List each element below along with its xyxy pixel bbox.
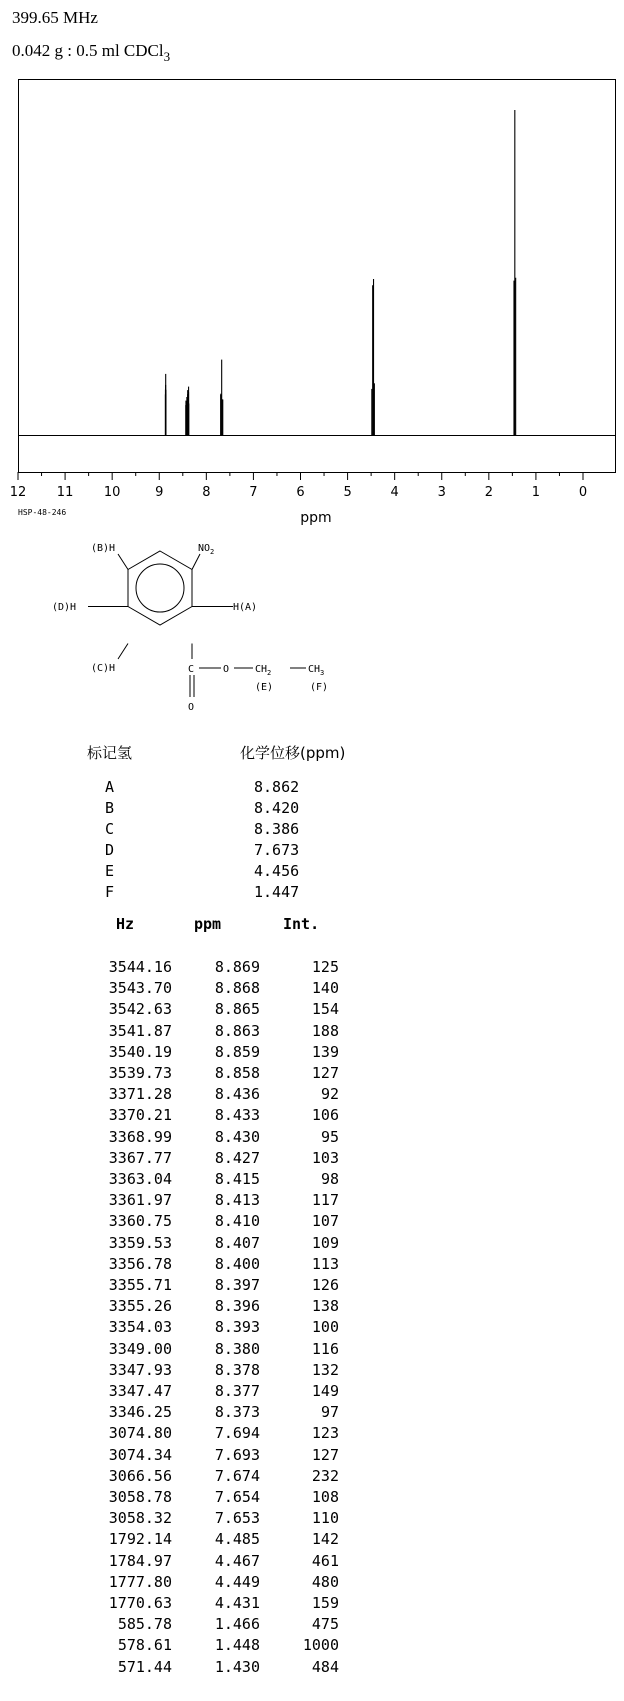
label-b: (B)H <box>91 543 116 554</box>
peak-ppm: 7.693 <box>214 1445 260 1464</box>
peak-intensity: 232 <box>311 1466 339 1485</box>
label-ch3: $CH_3$ <box>308 664 325 677</box>
peak-ppm: 8.869 <box>214 958 260 976</box>
peak-hz: 3346.25 <box>108 1403 172 1422</box>
peak-ppm: 8.430 <box>214 1127 260 1146</box>
peak-ppm: 8.410 <box>214 1212 260 1231</box>
plot-frame <box>19 80 616 473</box>
bond-c <box>118 644 128 660</box>
peak-intensity: 480 <box>311 1572 339 1591</box>
shift-label: A <box>105 778 115 796</box>
peak-ppm: 8.400 <box>214 1254 260 1273</box>
x-axis-label: ppm <box>300 510 332 526</box>
peak-intensity: 98 <box>320 1170 339 1188</box>
x-tick-label: 1 <box>531 485 541 500</box>
peak-intensity: 475 <box>311 1615 339 1634</box>
label-no2: $NO_2$ <box>198 543 215 556</box>
peak-intensity: 139 <box>311 1042 339 1061</box>
peak-hz: 3074.80 <box>108 1424 172 1443</box>
peak-table-header-int: Int. <box>283 915 320 933</box>
x-tick-label: 7 <box>249 485 258 500</box>
peak-ppm: 8.380 <box>214 1339 260 1358</box>
peak-ppm: 1.448 <box>214 1636 260 1655</box>
peak-ppm: 8.427 <box>214 1148 260 1167</box>
peak-intensity: 106 <box>311 1106 339 1125</box>
peak-hz: 3058.32 <box>108 1509 172 1528</box>
x-tick-label: 6 <box>296 485 305 500</box>
sample-concentration-text: 0.042 g : 0.5 ml CDCl <box>12 41 164 60</box>
peak-hz: 3543.70 <box>108 979 172 998</box>
peak-intensity: 149 <box>311 1382 339 1400</box>
peak-hz: 578.61 <box>117 1636 172 1655</box>
peak-ppm: 8.859 <box>214 1042 260 1061</box>
x-tick-label: 3 <box>437 485 446 500</box>
peak-hz: 3359.53 <box>108 1233 172 1252</box>
peak-intensity: 132 <box>311 1360 339 1379</box>
label-ch2: $CH_2$ <box>255 664 272 677</box>
peak-hz: 3355.71 <box>108 1276 172 1294</box>
peak-intensity: 97 <box>320 1403 339 1422</box>
peak-ppm: 7.694 <box>214 1424 260 1443</box>
label-e: (E) <box>255 682 274 693</box>
peak-ppm: 8.863 <box>214 1021 260 1040</box>
peak-intensity: 142 <box>311 1530 339 1549</box>
peak-table-header-ppm: ppm <box>194 915 222 933</box>
peak-ppm: 4.431 <box>214 1594 260 1612</box>
peak-intensity: 126 <box>311 1276 339 1294</box>
shift-table-header-shift: 化学位移(ppm) <box>240 744 346 762</box>
peak-hz: 585.78 <box>117 1615 172 1634</box>
peak-ppm: 4.449 <box>214 1572 260 1591</box>
peak-intensity: 461 <box>311 1551 339 1570</box>
shift-value: 4.456 <box>254 862 300 880</box>
peak-ppm: 8.396 <box>214 1297 260 1316</box>
peak-hz: 3541.87 <box>108 1021 172 1040</box>
peak-intensity: 108 <box>311 1488 339 1506</box>
peak-intensity: 154 <box>311 1000 339 1019</box>
spectrometer-frequency: 399.65 MHz <box>12 8 98 27</box>
peak-hz: 3539.73 <box>108 1064 172 1082</box>
x-tick-label: 0 <box>578 485 588 500</box>
peak-intensity: 188 <box>311 1021 339 1040</box>
peak-intensity: 138 <box>311 1297 339 1316</box>
peak-intensity: 116 <box>311 1339 339 1358</box>
shift-value: 1.447 <box>254 883 300 901</box>
peak-ppm: 7.653 <box>214 1509 260 1528</box>
x-tick-label: 9 <box>155 485 164 500</box>
peak-hz: 3074.34 <box>108 1445 172 1464</box>
x-axis-ticks <box>10 472 587 500</box>
peak-hz: 3360.75 <box>108 1212 172 1231</box>
shift-label: F <box>105 883 115 901</box>
peak-ppm: 8.378 <box>214 1360 260 1379</box>
peak-intensity: 100 <box>311 1318 339 1337</box>
peak-hz: 3367.77 <box>108 1148 172 1167</box>
x-tick-label: 10 <box>103 485 121 500</box>
shift-label: D <box>105 841 115 859</box>
peak-intensity: 484 <box>311 1657 339 1676</box>
peak-intensity: 117 <box>311 1191 339 1210</box>
label-d: (D)H <box>52 602 77 613</box>
peak-intensity: 1000 <box>302 1636 339 1655</box>
molecule-structure <box>0 525 360 725</box>
shift-value: 8.862 <box>254 778 300 796</box>
peak-ppm: 7.674 <box>214 1466 260 1485</box>
peak-intensity: 95 <box>320 1127 339 1146</box>
peak-hz: 3354.03 <box>108 1318 172 1337</box>
peak-hz: 3371.28 <box>108 1085 172 1104</box>
peak-ppm: 8.393 <box>214 1318 260 1337</box>
label-o-carbonyl: O <box>188 702 195 713</box>
x-tick-label: 4 <box>390 485 399 500</box>
peak-ppm: 7.654 <box>214 1488 260 1506</box>
peak-hz: 3363.04 <box>108 1170 172 1188</box>
label-f: (F) <box>310 682 329 693</box>
peak-hz: 3544.16 <box>108 958 172 976</box>
peak-intensity: 127 <box>311 1064 339 1082</box>
peak-ppm: 1.466 <box>214 1615 260 1634</box>
peak-hz: 3066.56 <box>108 1466 172 1485</box>
peak-hz: 3347.47 <box>108 1382 172 1400</box>
peak-ppm: 8.415 <box>214 1170 260 1188</box>
bond-b <box>118 554 128 570</box>
peak-ppm: 8.397 <box>214 1276 260 1294</box>
bond-no2 <box>192 554 200 570</box>
peak-table-header-hz: Hz <box>116 915 135 933</box>
shift-table-header-label: 标记氢 <box>87 744 133 762</box>
peak-hz: 1792.14 <box>108 1530 172 1549</box>
x-tick-label: 5 <box>343 485 352 500</box>
peak-hz: 3368.99 <box>108 1127 172 1146</box>
peak-intensity: 127 <box>311 1445 339 1464</box>
label-o-ester: O <box>223 664 230 675</box>
peak-intensity: 103 <box>311 1148 339 1167</box>
peak-ppm: 1.430 <box>214 1657 260 1676</box>
peak-intensity: 109 <box>311 1233 339 1252</box>
peak-ppm: 8.413 <box>214 1191 260 1210</box>
peak-hz: 571.44 <box>117 1657 172 1676</box>
peak-ppm: 8.433 <box>214 1106 260 1125</box>
aromatic-circle <box>136 564 184 612</box>
peak-intensity: 110 <box>311 1509 339 1528</box>
label-c-atom: C <box>188 664 195 675</box>
x-tick-label: 12 <box>9 485 27 500</box>
label-a: H(A) <box>233 602 258 613</box>
peak-hz: 3540.19 <box>108 1042 172 1061</box>
shift-label: B <box>105 799 115 817</box>
nmr-spectrum-chart <box>0 0 624 530</box>
shift-label: E <box>105 862 115 880</box>
spectrum-peaks <box>165 110 515 435</box>
peak-hz: 3370.21 <box>108 1106 172 1125</box>
peak-intensity: 92 <box>320 1085 339 1104</box>
label-c: (C)H <box>91 663 116 674</box>
peak-hz: 1784.97 <box>108 1551 172 1570</box>
peak-intensity: 159 <box>311 1594 339 1612</box>
shift-value: 7.673 <box>254 841 300 859</box>
peak-hz: 3361.97 <box>108 1191 172 1210</box>
peak-hz: 3349.00 <box>108 1339 172 1358</box>
peak-intensity: 107 <box>311 1212 339 1231</box>
peak-hz: 3542.63 <box>108 1000 172 1019</box>
peak-intensity: 123 <box>311 1424 339 1443</box>
peak-ppm: 4.485 <box>214 1530 260 1549</box>
x-tick-label: 2 <box>484 485 493 500</box>
peak-hz: 3058.78 <box>108 1488 172 1506</box>
peak-hz: 1777.80 <box>108 1572 172 1591</box>
peak-hz: 3347.93 <box>108 1360 172 1379</box>
peak-ppm: 8.868 <box>214 979 260 998</box>
x-tick-label: 8 <box>202 485 211 500</box>
peak-hz: 3355.26 <box>108 1297 172 1316</box>
peak-ppm: 8.865 <box>214 1000 260 1019</box>
peak-intensity: 125 <box>311 958 339 976</box>
peak-intensity: 140 <box>311 979 339 998</box>
peak-ppm: 8.436 <box>214 1085 260 1104</box>
peak-ppm: 8.407 <box>214 1233 260 1252</box>
sample-concentration-subscript: 3 <box>163 49 171 64</box>
peak-ppm: 4.467 <box>214 1551 260 1570</box>
peak-ppm: 8.373 <box>214 1403 260 1422</box>
shift-value: 8.386 <box>254 820 300 838</box>
peak-intensity: 113 <box>311 1254 339 1273</box>
spectrum-code: HSP-48-246 <box>18 508 67 517</box>
peak-ppm: 8.858 <box>214 1064 260 1082</box>
peak-hz: 3356.78 <box>108 1254 172 1273</box>
peak-hz: 1770.63 <box>108 1594 172 1612</box>
x-tick-label: 11 <box>56 485 74 500</box>
peak-ppm: 8.377 <box>214 1382 260 1400</box>
benzene-ring <box>128 551 192 625</box>
shift-value: 8.420 <box>254 799 300 817</box>
shift-label: C <box>105 820 115 838</box>
